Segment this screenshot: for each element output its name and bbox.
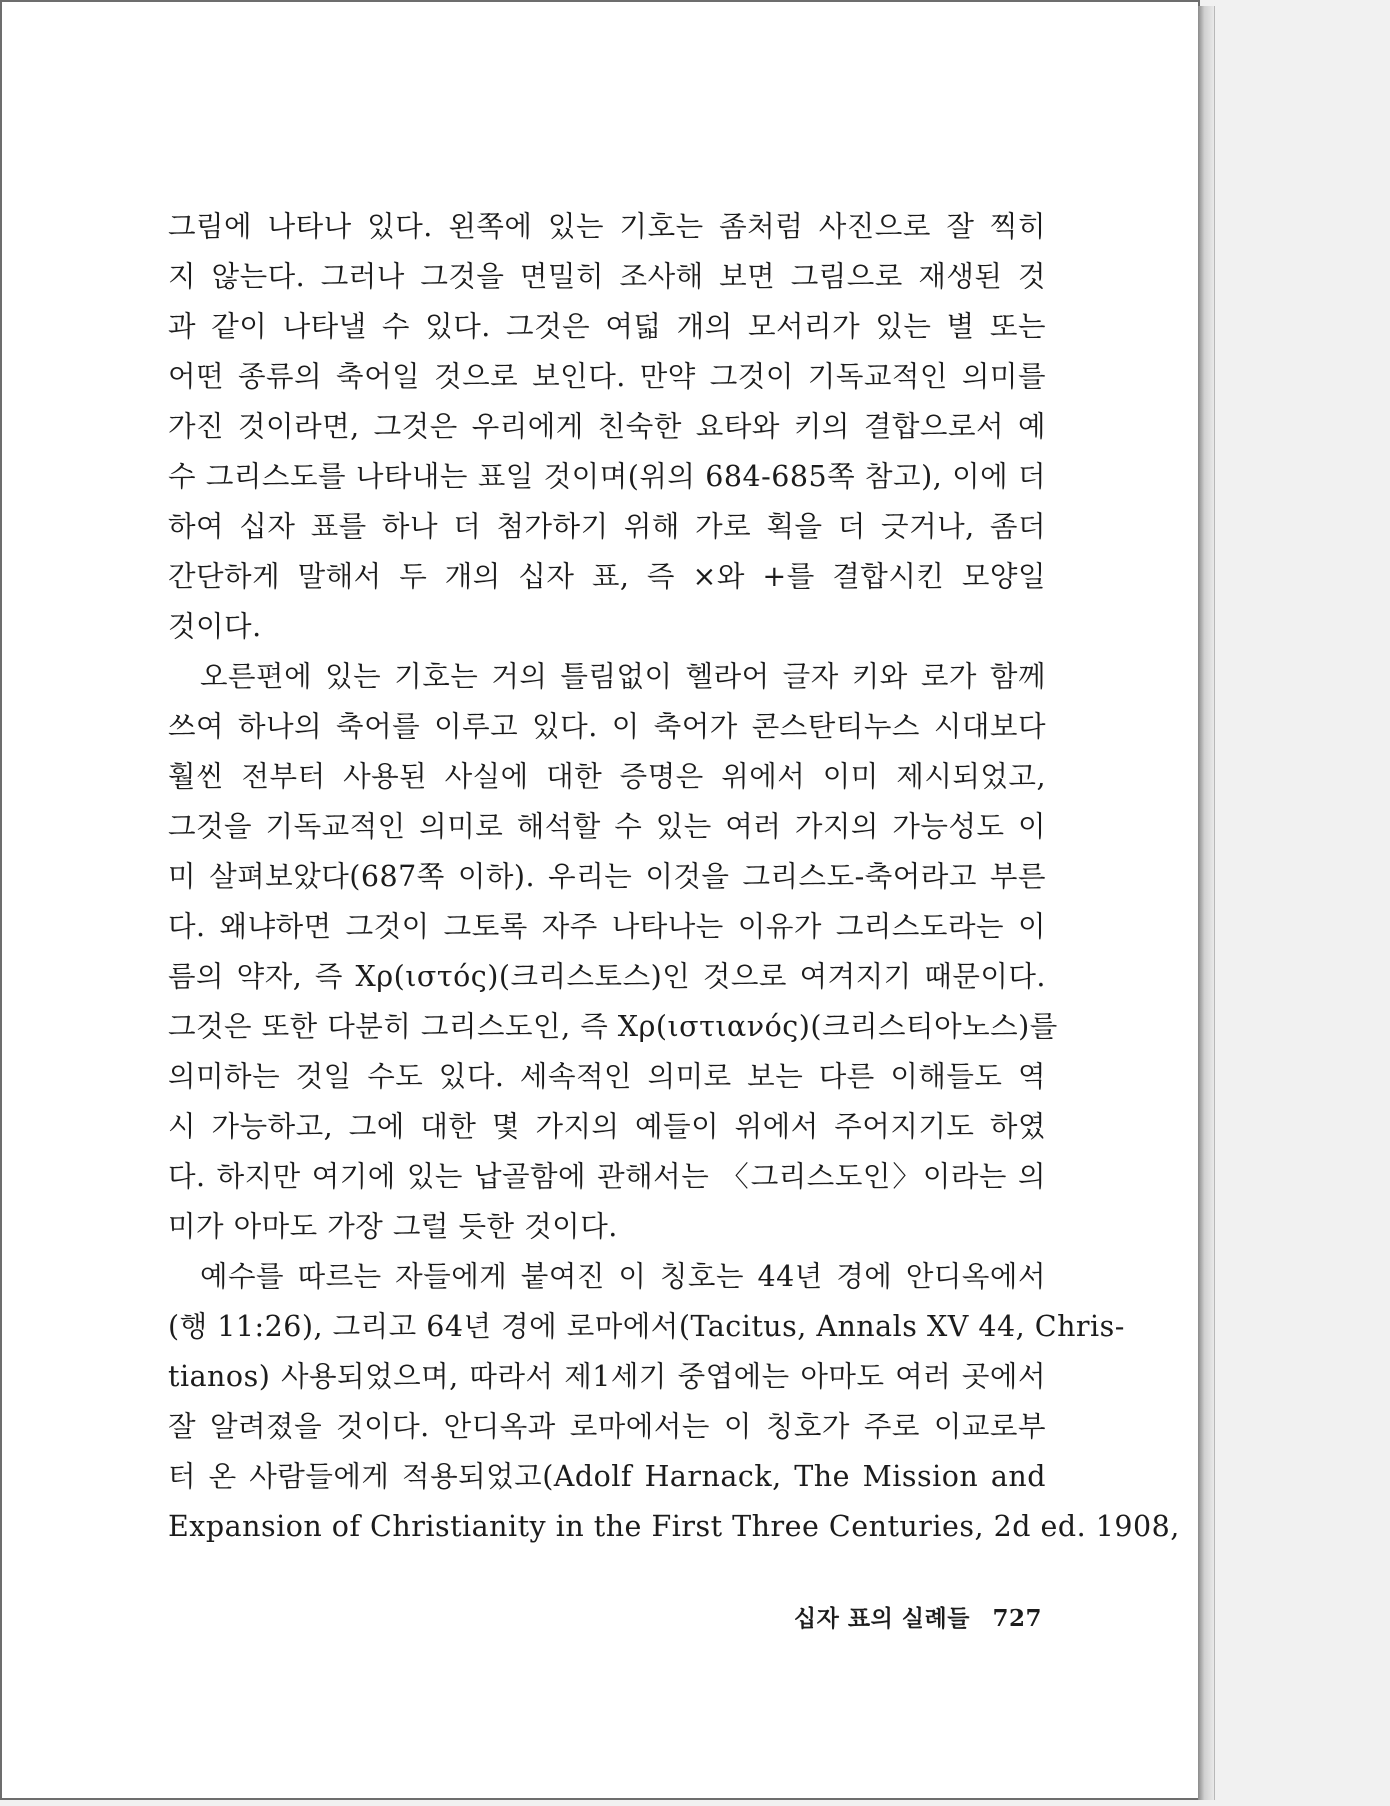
text-line: 수 그리스도를 나타내는 표일 것이며(위의 684-685쪽 참고), 이에 더: [168, 460, 1046, 493]
text-line: 의미하는 것일 수도 있다. 세속적인 의미로 보는 다른 이해들도 역: [168, 1060, 1046, 1093]
text-line: 미 살펴보았다(687쪽 이하). 우리는 이것을 그리스도-축어라고 부른: [168, 860, 1046, 893]
text-line: 다. 하지만 여기에 있는 납골함에 관해서는 〈그리스도인〉이라는 의: [168, 1160, 1046, 1193]
text-line: 간단하게 말해서 두 개의 십자 표, 즉 ×와 +를 결합시킨 모양일: [168, 560, 1046, 593]
running-footer: [794, 1600, 1042, 1633]
text-line: 름의 약자, 즉 Χρ(ιστός)(크리스토스)인 것으로 여겨지기 때문이다.: [168, 960, 1046, 993]
text-line: 터 온 사람들에게 적용되었고(Adolf Harnack, The Mission and: [168, 1460, 1046, 1493]
text-line: 하여 십자 표를 하나 더 첨가하기 위해 가로 획을 더 긋거나, 좀더: [168, 510, 1046, 543]
text-line: 쓰여 하나의 축어를 이루고 있다. 이 축어가 콘스탄티누스 시대보다: [168, 710, 1046, 743]
text-line: 그것은 또한 다분히 그리스도인, 즉 Χρ(ιστιανός)(크리스티아노스)를: [168, 1010, 1058, 1043]
body-text: [168, 202, 1180, 1552]
paragraph-2: [168, 652, 1058, 1252]
text-line: (행 11:26), 그리고 64년 경에 로마에서(Tacitus, Annals XV 44, Chris-: [168, 1310, 1125, 1343]
section-title: 십자 표의 실례들: [793, 1606, 970, 1632]
text-line: 다. 왜냐하면 그것이 그토록 자주 나타나는 이유가 그리스도라는 이: [168, 910, 1046, 943]
text-line: 그것을 기독교적인 의미로 해석할 수 있는 여러 가지의 가능성도 이: [168, 810, 1046, 843]
text-line: 과 같이 나타낼 수 있다. 그것은 여덟 개의 모서리가 있는 별 또는: [168, 310, 1046, 343]
page-number: 727: [992, 1605, 1042, 1632]
text-line: 미가 아마도 가장 그럴 듯한 것이다.: [168, 1210, 618, 1243]
text-line: Expansion of Christianity in the First Three Centuries, 2d ed. 1908,: [168, 1510, 1180, 1543]
text-line: 시 가능하고, 그에 대한 몇 가지의 예들이 위에서 주어지기도 하였: [168, 1110, 1046, 1143]
text-line: 그림에 나타나 있다. 왼쪽에 있는 기호는 좀처럼 사진으로 잘 찍히: [168, 210, 1046, 243]
paragraph-1: [168, 202, 1046, 652]
text-line: 훨씬 전부터 사용된 사실에 대한 증명은 위에서 이미 제시되었고,: [168, 760, 1046, 793]
paragraph-3: [168, 1252, 1180, 1552]
text-line: 것이다.: [168, 610, 262, 643]
text-line: 잘 알려졌을 것이다. 안디옥과 로마에서는 이 칭호가 주로 이교로부: [168, 1410, 1046, 1443]
text-line: 오른편에 있는 기호는 거의 틀림없이 헬라어 글자 키와 로가 함께: [200, 660, 1046, 693]
text-line: 어떤 종류의 축어일 것으로 보인다. 만약 그것이 기독교적인 의미를: [168, 360, 1046, 393]
text-line: 가진 것이라면, 그것은 우리에게 친숙한 요타와 키의 결합으로서 예: [168, 410, 1046, 443]
text-line: tianos) 사용되었으며, 따라서 제1세기 중엽에는 아마도 여러 곳에서: [168, 1360, 1046, 1393]
text-line: 지 않는다. 그러나 그것을 면밀히 조사해 보면 그림으로 재생된 것: [168, 260, 1046, 293]
text-line: 예수를 따르는 자들에게 붙여진 이 칭호는 44년 경에 안디옥에서: [200, 1260, 1046, 1293]
page-edge-shadow: [1198, 6, 1215, 1800]
